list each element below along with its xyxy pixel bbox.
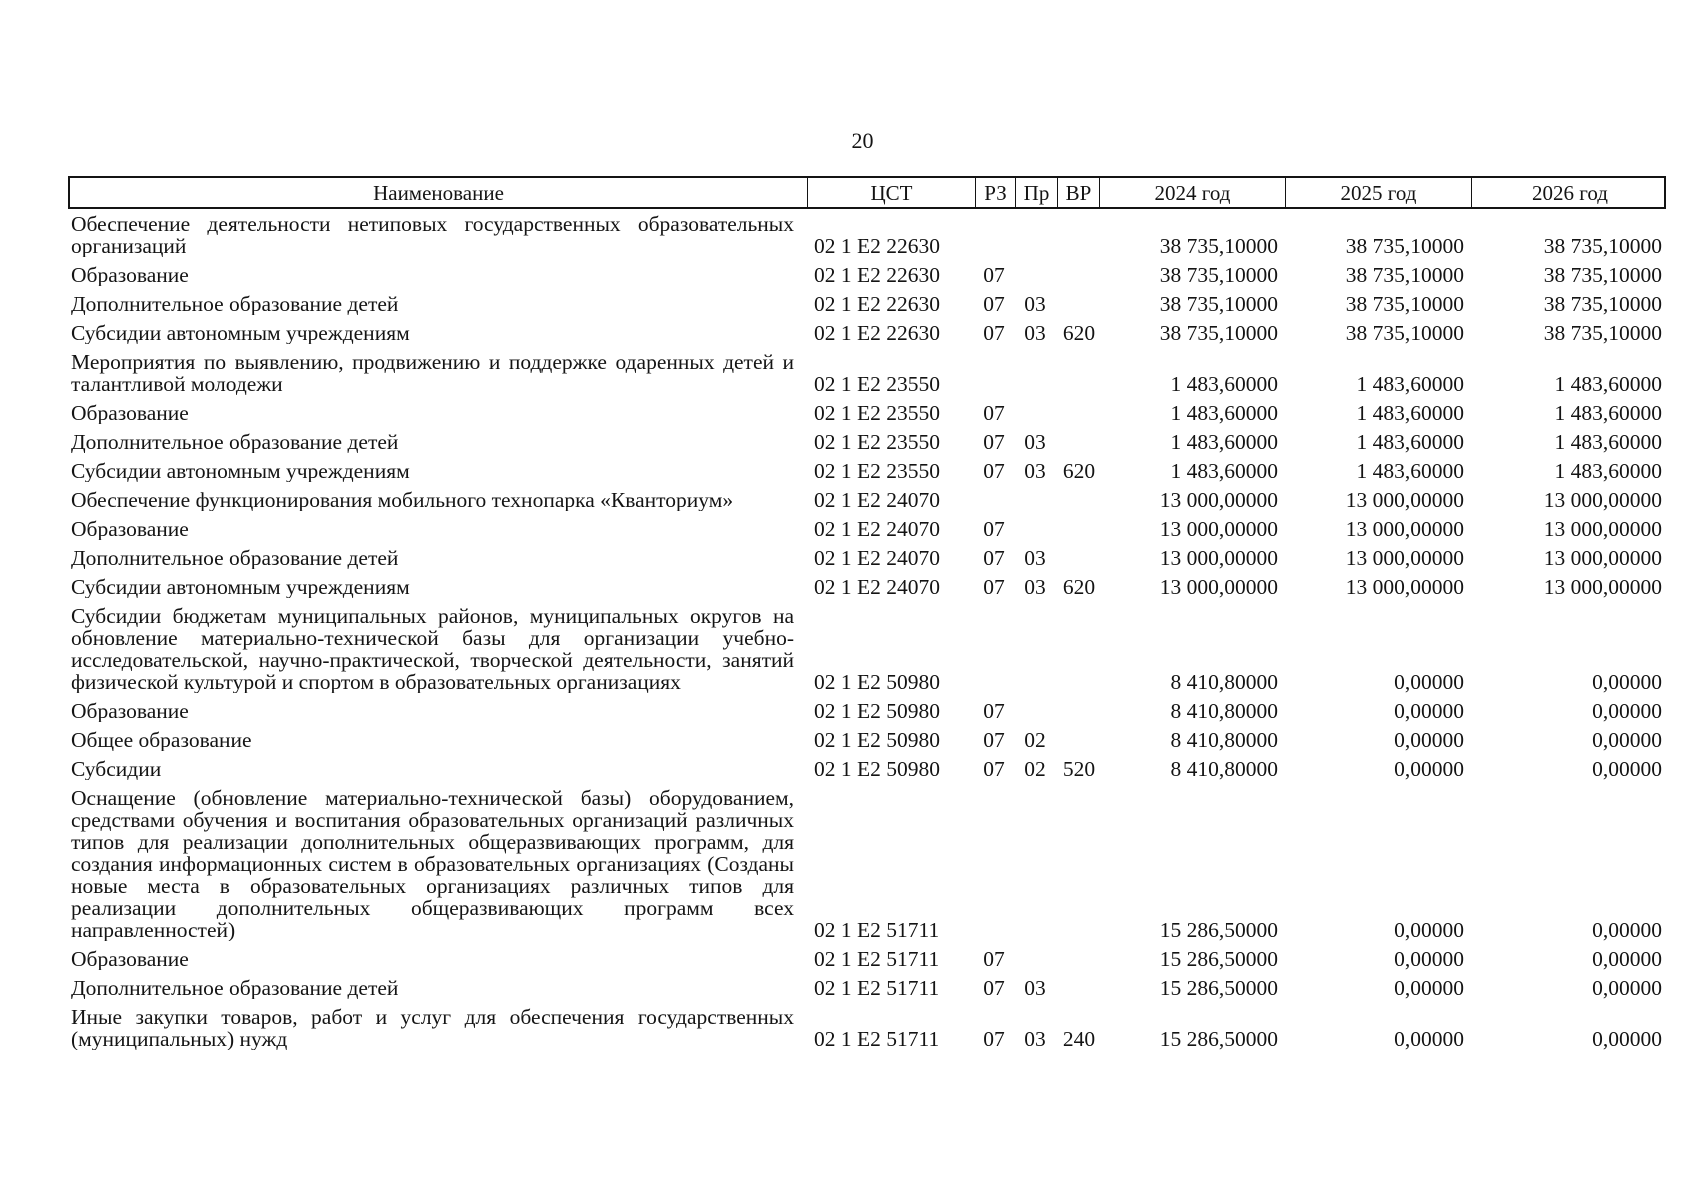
cell-name: Образование: [71, 264, 189, 286]
cell-cst: 02 1 Е2 23550: [814, 431, 941, 453]
cell-rz: 07: [983, 518, 1005, 540]
cell-pr: 02: [1024, 729, 1046, 751]
cell-2026: 13 000,00000: [1543, 489, 1662, 511]
cell-2026: 13 000,00000: [1543, 576, 1662, 598]
cell-cst: 02 1 Е2 23550: [814, 373, 941, 395]
cell-2026: 0,00000: [1592, 977, 1662, 999]
cell-name: Обеспечение деятельности нетиповых государственных образовательных организаций: [71, 213, 794, 257]
table-row: [68, 1002, 1666, 1053]
cell-name: Субсидии автономным учреждениям: [71, 576, 410, 598]
header-2025: 2025 год: [1286, 178, 1472, 207]
cell-2026: 1 483,60000: [1554, 373, 1662, 395]
cell-rz: 07: [983, 576, 1005, 598]
cell-2025: 0,00000: [1394, 671, 1464, 693]
cell-cst: 02 1 Е2 50980: [814, 700, 941, 722]
cell-2025: 38 735,10000: [1345, 264, 1464, 286]
cell-2024: 15 286,50000: [1159, 919, 1278, 941]
table-row: [68, 427, 1666, 456]
cell-2026: 1 483,60000: [1554, 402, 1662, 424]
cell-2026: 0,00000: [1592, 758, 1662, 780]
cell-2025: 13 000,00000: [1345, 489, 1464, 511]
cell-name: Образование: [71, 402, 189, 424]
cell-2024: 8 410,80000: [1170, 729, 1278, 751]
cell-vr: 240: [1062, 1028, 1096, 1050]
cell-2024: 13 000,00000: [1159, 518, 1278, 540]
cell-rz: 07: [983, 729, 1005, 751]
cell-name: Образование: [71, 948, 189, 970]
cell-rz: 07: [983, 402, 1005, 424]
cell-cst: 02 1 Е2 22630: [814, 322, 941, 344]
header-2024: 2024 год: [1100, 178, 1286, 207]
cell-2026: 1 483,60000: [1554, 431, 1662, 453]
cell-2025: 0,00000: [1394, 977, 1464, 999]
cell-name: Субсидии автономным учреждениям: [71, 460, 410, 482]
cell-name: Дополнительное образование детей: [71, 977, 399, 999]
cell-name: Оснащение (обновление материально-технической базы) оборудованием, средствами обучения и воспитания образовательных организаций различных типов для реализации дополнительных общеразвивающих программ, для создания информационных систем в образовательных организациях (Созданы новые места в образовательных организациях различных типов для реализации дополнительных общеразвивающих программ всех направленностей): [71, 787, 794, 941]
cell-pr: 03: [1024, 293, 1046, 315]
cell-cst: 02 1 Е2 51711: [814, 919, 940, 941]
cell-2026: 0,00000: [1592, 948, 1662, 970]
cell-name: Субсидии: [71, 758, 162, 780]
table-row: [68, 260, 1666, 289]
cell-pr: 03: [1024, 576, 1046, 598]
table-row: [68, 514, 1666, 543]
cell-rz: 07: [983, 264, 1005, 286]
cell-2026: 38 735,10000: [1543, 235, 1662, 257]
header-rz: РЗ: [976, 178, 1016, 207]
cell-2026: 38 735,10000: [1543, 264, 1662, 286]
cell-2024: 15 286,50000: [1159, 977, 1278, 999]
header-name: Наименование: [70, 178, 808, 207]
cell-cst: 02 1 Е2 51711: [814, 977, 940, 999]
cell-rz: 07: [983, 322, 1005, 344]
cell-name: Общее образование: [71, 729, 252, 751]
page-number: 20: [851, 128, 874, 153]
table-row: [68, 456, 1666, 485]
cell-2025: 38 735,10000: [1345, 322, 1464, 344]
cell-2024: 8 410,80000: [1170, 671, 1278, 693]
cell-2024: 1 483,60000: [1170, 373, 1278, 395]
header-2026: 2026 год: [1532, 181, 1608, 205]
cell-cst: 02 1 Е2 24070: [814, 547, 941, 569]
cell-rz: 07: [983, 977, 1005, 999]
table-row: [68, 783, 1666, 944]
cell-2025: 38 735,10000: [1345, 235, 1464, 257]
cell-vr: 520: [1062, 758, 1096, 780]
cell-vr: 620: [1062, 460, 1096, 482]
cell-2024: 1 483,60000: [1170, 431, 1278, 453]
table-row: [68, 601, 1666, 696]
cell-cst: 02 1 Е2 22630: [814, 293, 941, 315]
cell-cst: 02 1 Е2 50980: [814, 671, 941, 693]
cell-2026: 1 483,60000: [1554, 460, 1662, 482]
budget-table: [68, 176, 1666, 1053]
cell-2024: 38 735,10000: [1159, 322, 1278, 344]
cell-name: Дополнительное образование детей: [71, 431, 399, 453]
cell-2026: 0,00000: [1592, 729, 1662, 751]
table-row: [68, 725, 1666, 754]
cell-2024: 38 735,10000: [1159, 293, 1278, 315]
cell-pr: 03: [1024, 431, 1046, 453]
cell-2024: 8 410,80000: [1170, 700, 1278, 722]
cell-2024: 38 735,10000: [1159, 264, 1278, 286]
table-body: [68, 209, 1666, 1053]
cell-2025: 0,00000: [1394, 700, 1464, 722]
cell-name: Субсидии автономным учреждениям: [71, 322, 410, 344]
cell-2025: 1 483,60000: [1356, 373, 1464, 395]
cell-2024: 1 483,60000: [1170, 460, 1278, 482]
cell-cst: 02 1 Е2 23550: [814, 402, 941, 424]
cell-2026: 0,00000: [1592, 1028, 1662, 1050]
cell-cst: 02 1 Е2 22630: [814, 235, 941, 257]
table-row: [68, 209, 1666, 260]
header-vr: ВР: [1058, 178, 1100, 207]
cell-cst: 02 1 Е2 24070: [814, 576, 941, 598]
cell-rz: 07: [983, 1028, 1005, 1050]
table-row: [68, 543, 1666, 572]
cell-rz: 07: [983, 948, 1005, 970]
cell-2026: 0,00000: [1592, 700, 1662, 722]
cell-vr: 620: [1062, 576, 1096, 598]
cell-pr: 03: [1024, 460, 1046, 482]
table-row: [68, 318, 1666, 347]
cell-pr: 02: [1024, 758, 1046, 780]
cell-rz: 07: [983, 293, 1005, 315]
cell-2026: 13 000,00000: [1543, 518, 1662, 540]
cell-2025: 0,00000: [1394, 948, 1464, 970]
cell-2024: 15 286,50000: [1159, 948, 1278, 970]
cell-name: Дополнительное образование детей: [71, 547, 399, 569]
cell-2026: 38 735,10000: [1543, 293, 1662, 315]
cell-cst: 02 1 Е2 50980: [814, 729, 941, 751]
cell-cst: 02 1 Е2 24070: [814, 518, 941, 540]
cell-cst: 02 1 Е2 50980: [814, 758, 941, 780]
cell-name: Субсидии бюджетам муниципальных районов, муниципальных округов на обновление материально-технической базы для организации учебно-исследовательской, научно-практической, творческой деятельности, занятий физической культурой и спортом в образовательных организациях: [71, 605, 794, 693]
table-row: [68, 944, 1666, 973]
cell-2025: 0,00000: [1394, 729, 1464, 751]
cell-cst: 02 1 Е2 23550: [814, 460, 941, 482]
cell-2025: 0,00000: [1394, 919, 1464, 941]
cell-2024: 8 410,80000: [1170, 758, 1278, 780]
cell-2025: 0,00000: [1394, 758, 1464, 780]
table-row: [68, 485, 1666, 514]
cell-cst: 02 1 Е2 24070: [814, 489, 941, 511]
cell-name: Мероприятия по выявлению, продвижению и поддержке одаренных детей и талантливой молодежи: [71, 351, 794, 395]
cell-rz: 07: [983, 547, 1005, 569]
cell-name: Образование: [71, 700, 189, 722]
cell-2025: 1 483,60000: [1356, 402, 1464, 424]
cell-2025: 13 000,00000: [1345, 547, 1464, 569]
cell-2026: 0,00000: [1592, 671, 1662, 693]
cell-2025: 1 483,60000: [1356, 460, 1464, 482]
table-row: [68, 973, 1666, 1002]
cell-2025: 0,00000: [1394, 1028, 1464, 1050]
table-row: [68, 754, 1666, 783]
cell-pr: 03: [1024, 547, 1046, 569]
cell-2024: 13 000,00000: [1159, 576, 1278, 598]
cell-cst: 02 1 Е2 51711: [814, 1028, 940, 1050]
table-row: [68, 572, 1666, 601]
header-pr: Пр: [1016, 178, 1058, 207]
table-header: [68, 176, 1666, 209]
cell-2024: 13 000,00000: [1159, 547, 1278, 569]
cell-pr: 03: [1024, 977, 1046, 999]
cell-name: Дополнительное образование детей: [71, 293, 399, 315]
cell-2025: 13 000,00000: [1345, 518, 1464, 540]
header-cst: ЦСТ: [808, 178, 976, 207]
cell-pr: 03: [1024, 1028, 1046, 1050]
table-row: [68, 347, 1666, 398]
cell-2026: 38 735,10000: [1543, 322, 1662, 344]
table-row: [68, 289, 1666, 318]
cell-pr: 03: [1024, 322, 1046, 344]
cell-2026: 13 000,00000: [1543, 547, 1662, 569]
cell-2024: 13 000,00000: [1159, 489, 1278, 511]
cell-cst: 02 1 Е2 51711: [814, 948, 940, 970]
cell-name: Образование: [71, 518, 189, 540]
cell-2024: 15 286,50000: [1159, 1028, 1278, 1050]
cell-rz: 07: [983, 700, 1005, 722]
cell-2025: 1 483,60000: [1356, 431, 1464, 453]
table-row: [68, 696, 1666, 725]
cell-rz: 07: [983, 431, 1005, 453]
cell-name: Обеспечение функционирования мобильного технопарка «Кванториум»: [71, 489, 734, 511]
cell-cst: 02 1 Е2 22630: [814, 264, 941, 286]
cell-2026: 0,00000: [1592, 919, 1662, 941]
cell-vr: 620: [1062, 322, 1096, 344]
cell-2025: 13 000,00000: [1345, 576, 1464, 598]
cell-2024: 38 735,10000: [1159, 235, 1278, 257]
cell-rz: 07: [983, 460, 1005, 482]
cell-2024: 1 483,60000: [1170, 402, 1278, 424]
cell-2025: 38 735,10000: [1345, 293, 1464, 315]
cell-name: Иные закупки товаров, работ и услуг для обеспечения государственных (муниципальных) нужд: [71, 1006, 794, 1050]
cell-rz: 07: [983, 758, 1005, 780]
table-row: [68, 398, 1666, 427]
